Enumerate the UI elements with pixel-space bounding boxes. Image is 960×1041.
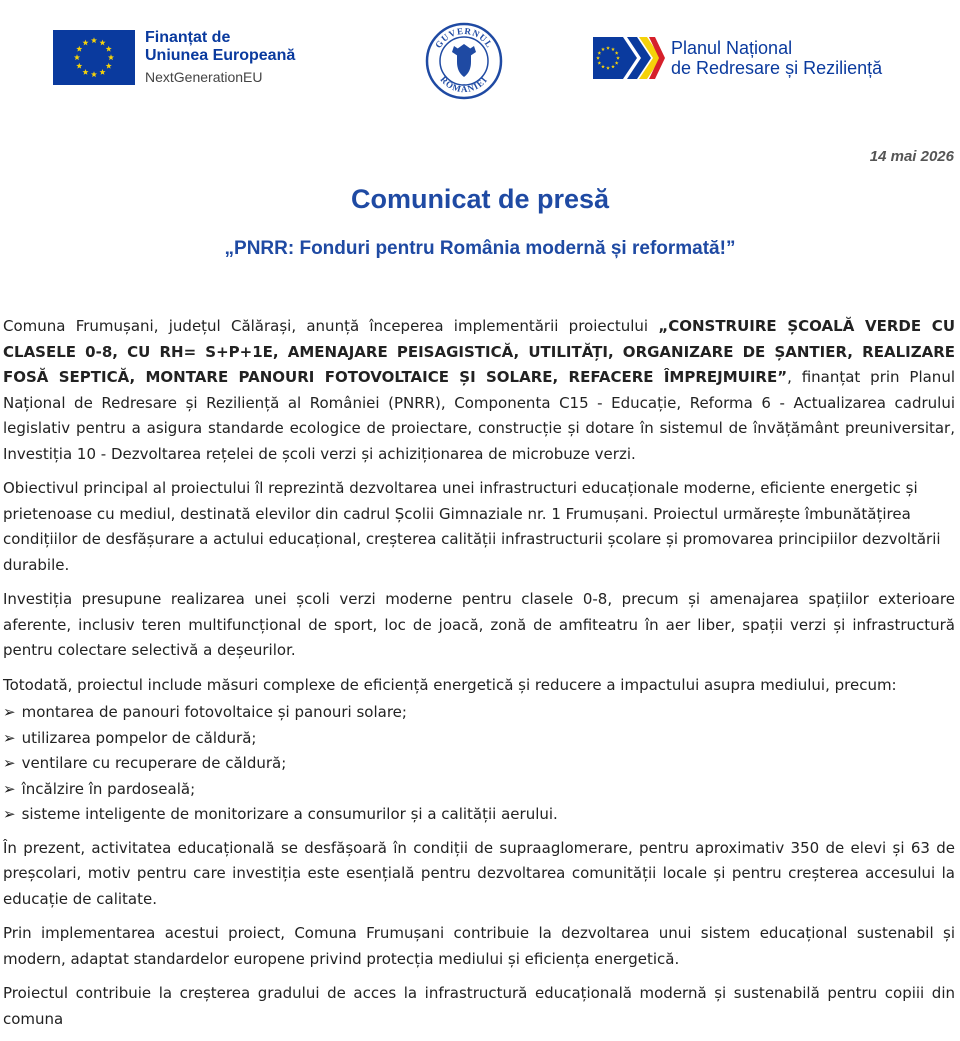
- list-item: ➢ montarea de panouri fotovoltaice și panouri solare;: [3, 703, 407, 721]
- measures-list: [3, 700, 955, 828]
- press-release-body: [3, 314, 955, 1041]
- list-item: ➢ încălzire în pardoseală;: [3, 779, 196, 798]
- arrow-bullet-icon: ➢: [3, 805, 16, 823]
- arrow-bullet-icon: ➢: [3, 754, 16, 772]
- press-release-date: 14 mai 2026: [869, 148, 954, 165]
- paragraph-objective: Obiectivul principal al proiectului îl reprezintă dezvoltarea unei infrastructuri educaționale moderne, eficiente energetic și prietenoase cu mediul, destinată elevilor din cadrul Școlii Gimnaziale nr. 1 Frumușani. Proiectul urmărește îmbunătățirea condițiilor de desfășurare a actului educațional, creșterea calității infrastructurii școlare și promovarea principiilor dezvoltării durabile.: [3, 479, 941, 574]
- eu-funding-logo: [53, 30, 295, 87]
- project-name: „CONSTRUIRE ȘCOALĂ VERDE CU CLASELE 0-8, CU RH= S+P+1E, AMENAJARE PEISAGISTICĂ, UTILITĂȚI, ORGANIZARE DE ȘANTIER, REALIZARE FOSĂ SEPTICĂ, MONTARE PANOURI FOTOVOLTAICE ȘI SOLARE, REFACERE ÎMPREJMUIRE”: [3, 317, 955, 386]
- eu-flag-icon: [53, 30, 135, 85]
- intro-text: Comuna Frumușani, județul Călărași, anunță începerea implementării proiectului: [3, 317, 659, 335]
- svg-text:ROMÂNIEI: [438, 74, 489, 94]
- eu-logo-line3: NextGenerationEU: [145, 69, 263, 85]
- paragraph-measures-intro: Totodată, proiectul include măsuri complexe de eficiență energetică și reducere a impactului asupra mediului, precum:: [3, 675, 897, 694]
- paragraph-current-situation: În prezent, activitatea educațională se desfășoară în condiții de supraaglomerare, pentru aproximativ 350 de elevi și 63 de preșcolari, motiv pentru care investiția este esențială pentru dezvoltarea comunității locale și pentru creșterea accesului la educație de calitate.: [3, 838, 955, 908]
- intro-funding-text: , finanțat prin Planul Național de Redresare și Reziliență al României (PNRR), Componenta C15 - Educație, Reforma 6 - Actualizarea cadrului legislativ pentru a asigura standarde ecologice de proiectare, construcție și dotare în sistemul de învățământ preuniversitar, Investiția 10 - Dezvoltarea rețelei de școli verzi și achiziționarea de microbuze verzi.: [3, 368, 955, 463]
- government-seal-icon: [425, 22, 503, 100]
- page-title: Comunicat de presă: [350, 184, 610, 214]
- eu-logo-line2: Uniunea Europeană: [145, 47, 296, 64]
- paragraph-contribution: Prin implementarea acestui proiect, Comuna Frumușani contribuie la dezvoltarea unui sistem educațional sustenabil și modern, adaptat standardelor europene privind protecția mediului și eficiența energetică.: [3, 924, 955, 968]
- list-item: ➢ utilizarea pompelor de căldură;: [3, 728, 257, 747]
- seal-bottom-text: ROMÂNIEI: [438, 74, 490, 95]
- page-subtitle: „PNRR: Fonduri pentru România modernă și reformată!”: [224, 238, 736, 259]
- paragraph-access: Proiectul contribuie la creșterea gradului de acces la infrastructură educațională modernă și sustenabilă pentru copiii din comuna: [3, 984, 955, 1028]
- arrow-bullet-icon: ➢: [3, 779, 16, 798]
- list-item: ➢ sisteme inteligente de monitorizare a consumurilor și a calității aerului.: [3, 805, 558, 823]
- paragraph-investment: Investiția presupune realizarea unei școli verzi moderne pentru clasele 0-8, precum și amenajarea spațiilor exterioare aferente, inclusiv teren multifuncțional de sport, loc de joacă, zonă de amfiteatru în aer liber, spații verzi și infrastructură pentru colectare selectivă a deșeurilor.: [3, 590, 955, 659]
- header-logos: [0, 0, 960, 140]
- eu-logo-line1: Finanțat de: [145, 29, 231, 46]
- arrow-bullet-icon: ➢: [3, 703, 16, 721]
- pnrr-logo: [593, 37, 882, 79]
- arrow-bullet-icon: ➢: [3, 728, 16, 747]
- seal-top-text: GUVERNUL: [433, 25, 495, 50]
- paragraph-project-intro: [3, 314, 955, 467]
- list-item: ➢ ventilare cu recuperare de căldură;: [3, 754, 287, 772]
- pnrr-logo-line2: de Redresare și Reziliență: [671, 58, 883, 78]
- pnrr-logo-line1: Planul Național: [671, 38, 793, 58]
- pnrr-chevron-icon: [593, 37, 665, 79]
